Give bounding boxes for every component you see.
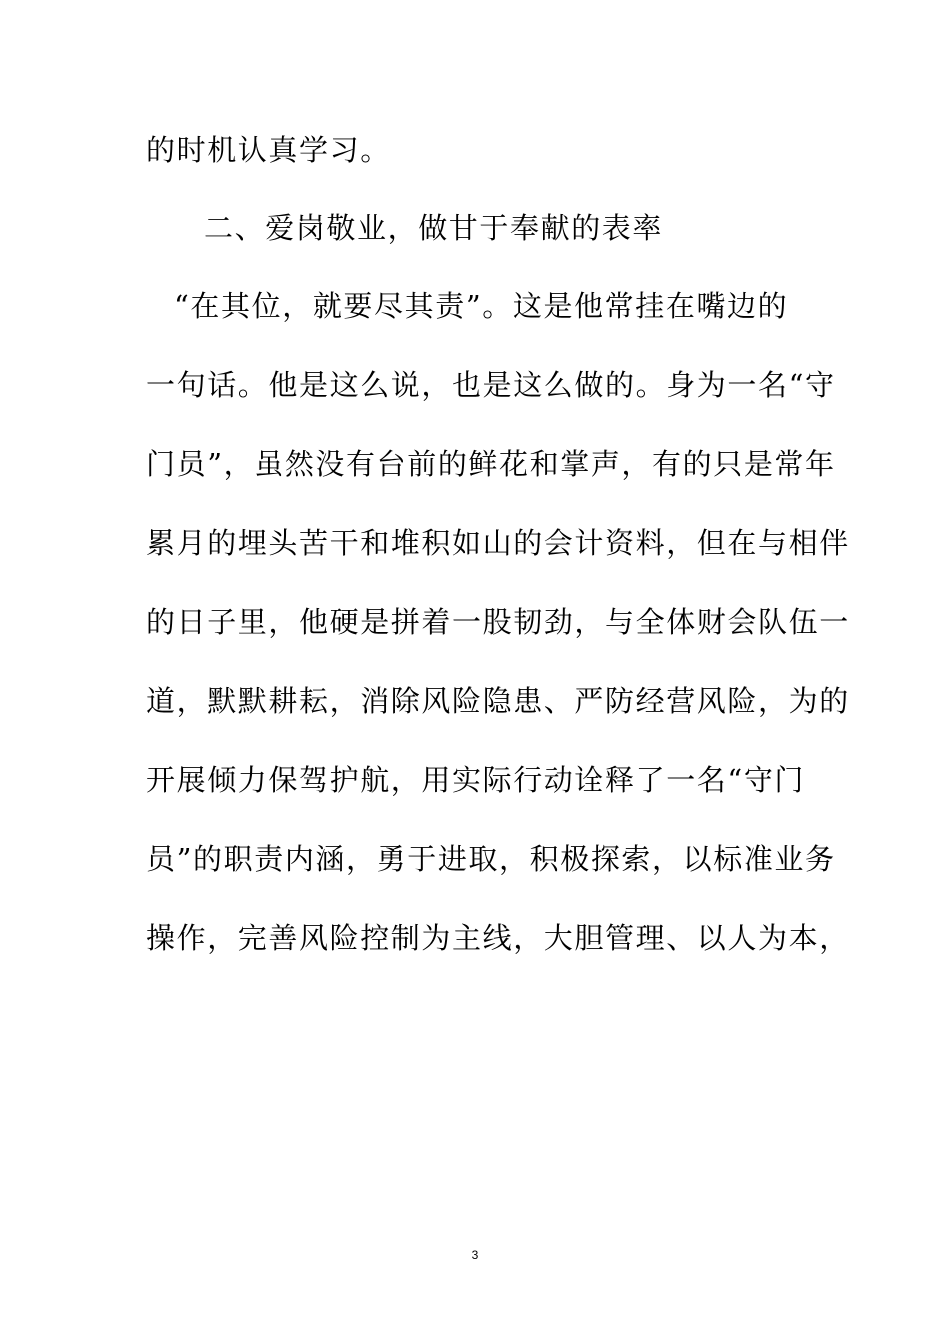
text-line-4: 一句话。他是这么说，也是这么做的。身为一名“守 bbox=[146, 368, 836, 402]
text-line-1: 的时机认真学习。 bbox=[146, 133, 391, 167]
text-line-9: 开展倾力保驾护航，用实际行动诠释了一名“守门 bbox=[146, 763, 806, 797]
text-line-11: 操作，完善风险控制为主线，大胆管理、以人为本， bbox=[146, 921, 850, 955]
text-line-7: 的日子里，他硬是拼着一股韧劲，与全体财会队伍一 bbox=[146, 605, 850, 639]
text-line-6: 累月的埋头苦干和堆积如山的会计资料，但在与相伴 bbox=[146, 526, 850, 560]
page-number: 3 bbox=[471, 1248, 479, 1262]
text-line-3: “在其位，就要尽其责”。这是他常挂在嘴边的 bbox=[174, 289, 789, 323]
text-line-10: 员”的职责内涵，勇于进取，积极探索，以标准业务 bbox=[146, 842, 836, 876]
section-heading: 二、爱岗敬业，做甘于奉献的表率 bbox=[204, 211, 664, 245]
text-line-5: 门员”，虽然没有台前的鲜花和掌声，有的只是常年 bbox=[146, 447, 836, 481]
text-line-8: 道，默默耕耘，消除风险隐患、严防经营风险，为的 bbox=[146, 684, 850, 718]
